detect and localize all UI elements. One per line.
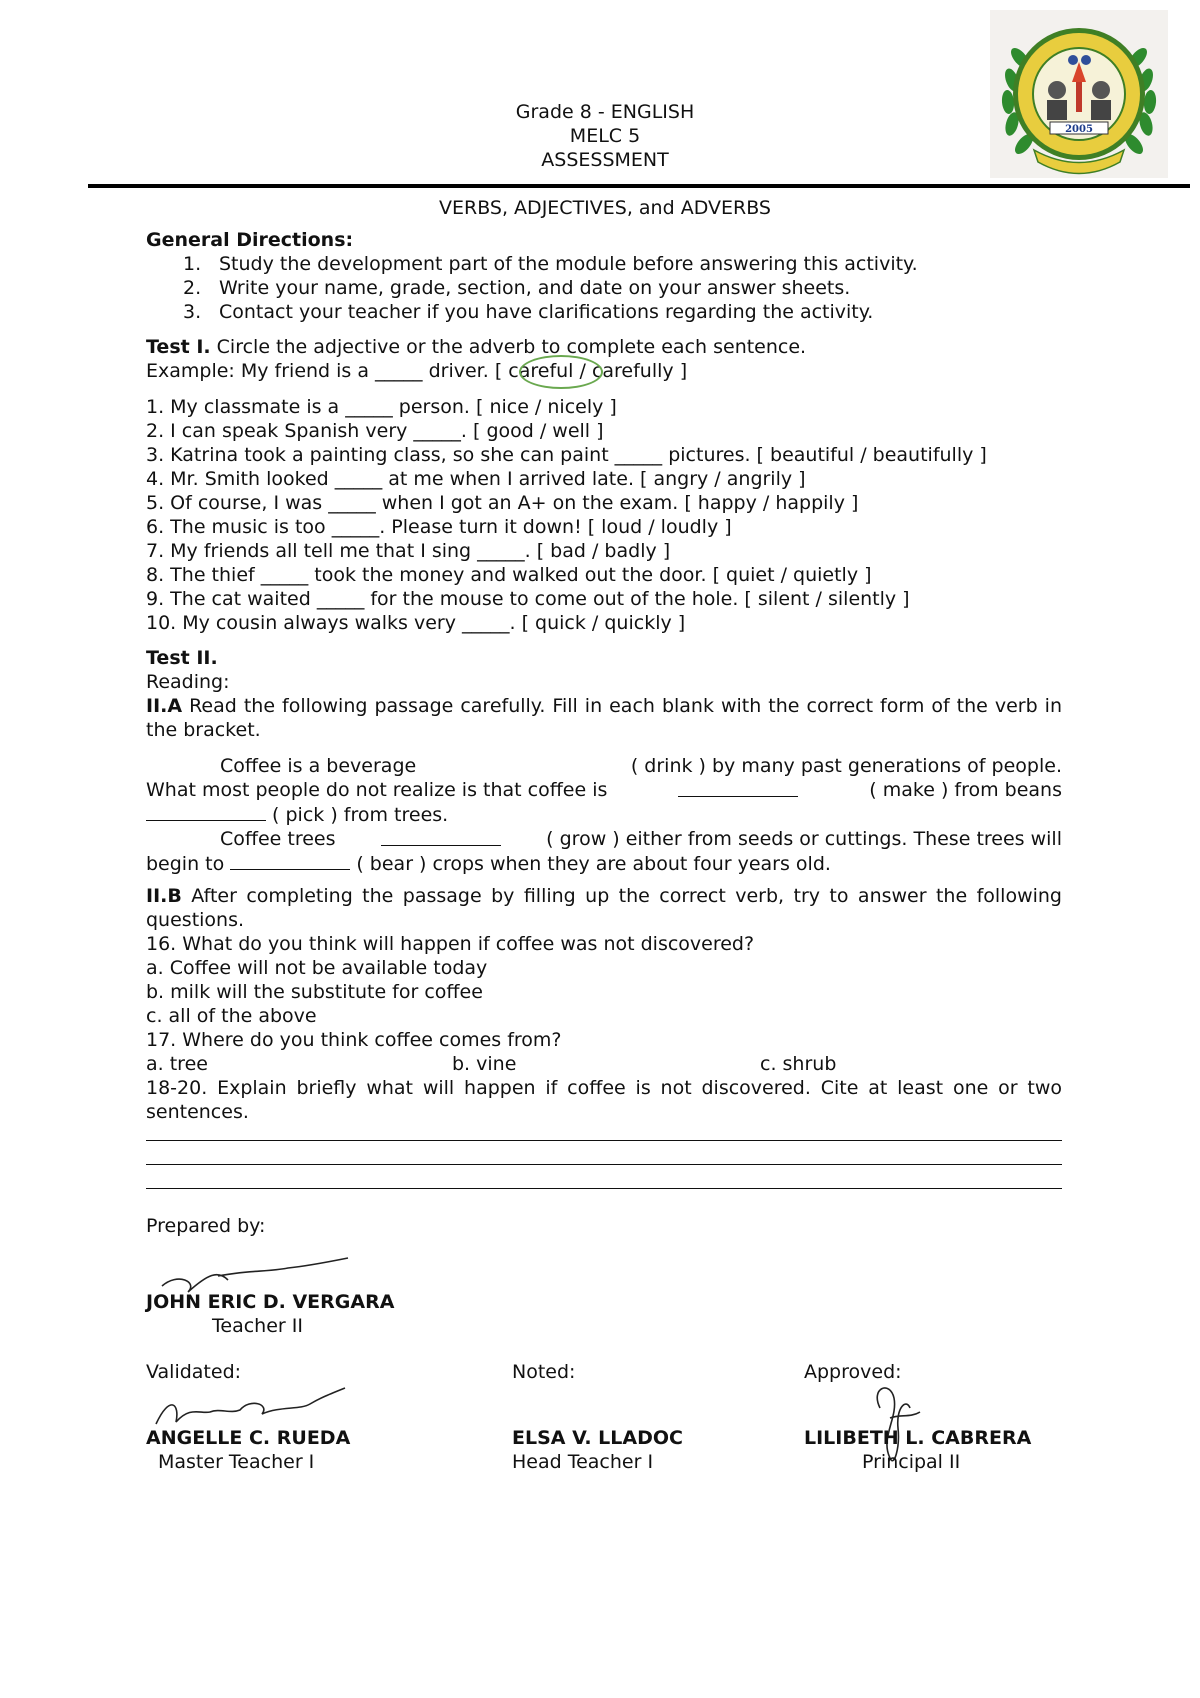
test2-b-instruction: II.B After completing the passage by filling up the correct verb, try to answer the following questions. (146, 885, 1062, 931)
q16-option: a. Coffee will not be available today (146, 957, 488, 979)
test1-item: 2. I can speak Spanish very _____. [ good / well ] (146, 420, 604, 442)
header-melc: MELC 5 (569, 125, 641, 147)
test2-label: Test II. (146, 647, 218, 669)
approved-title: Principal II (862, 1451, 961, 1473)
prepared-label: Prepared by: (146, 1215, 266, 1237)
question-16: 16. What do you think will happen if coffee was not discovered? (146, 933, 755, 955)
noted-title: Head Teacher I (512, 1451, 654, 1473)
noted-label: Noted: (512, 1361, 576, 1383)
answer-blank[interactable] (146, 802, 266, 821)
test1-item: 6. The music is too _____. Please turn it down! [ loud / loudly ] (146, 516, 732, 538)
question-18-20: 18-20. Explain briefly what will happen if coffee is not discovered. Cite at least one or two sentences. (146, 1077, 1062, 1123)
test1-item: 7. My friends all tell me that I sing _____. [ bad / badly ] (146, 540, 671, 562)
test1-item: 9. The cat waited _____ for the mouse to come out of the hole. [ silent / silently ] (146, 588, 910, 610)
q17-option: b. vine (452, 1053, 517, 1075)
prepared-name: JOHN ERIC D. VERGARA (146, 1291, 395, 1313)
answer-blank[interactable] (381, 827, 501, 846)
page-title: VERBS, ADJECTIVES, and ADVERBS (439, 197, 771, 219)
test1-item: 10. My cousin always walks very _____. [ quick / quickly ] (146, 612, 686, 634)
answer-line[interactable] (146, 1140, 1062, 1141)
answer-line[interactable] (146, 1164, 1062, 1165)
svg-text:2005: 2005 (1065, 124, 1093, 135)
test2-a-instruction: II.A Read the following passage carefully. Fill in each blank with the correct form of the verb in the bracket. (146, 695, 1062, 741)
answer-blank[interactable] (230, 851, 350, 870)
header-assessment: ASSESSMENT (541, 149, 669, 171)
test1-item: 5. Of course, I was _____ when I got an A+ on the exam. [ happy / happily ] (146, 492, 859, 514)
list-item: 2. Write your name, grade, section, and date on your answer sheets. (183, 277, 851, 299)
list-item: 3. Contact your teacher if you have clarifications regarding the activity. (183, 301, 874, 323)
test1-item: 1. My classmate is a _____ person. [ nice / nicely ] (146, 396, 617, 418)
directions-list (183, 252, 918, 324)
q17-option: c. shrub (760, 1053, 837, 1075)
answer-blank[interactable] (678, 778, 798, 797)
test2-reading: Reading: (146, 671, 230, 693)
noted-name: ELSA V. LLADOC (512, 1427, 683, 1449)
q16-option: c. all of the above (146, 1005, 317, 1027)
q16-option: b. milk will the substitute for coffee (146, 981, 483, 1003)
answer-line[interactable] (146, 1188, 1062, 1189)
approved-name: LILIBETH L. CABRERA (804, 1427, 1032, 1449)
q17-option: a. tree (146, 1053, 208, 1075)
approved-label: Approved: (804, 1361, 902, 1383)
reading-passage: Coffee is a beverage ( drink ) by many past generations of people. What most people do not realize is that coffee is ( make ) from beans ( pick ) from trees. Coffee trees ( grow ) either from seeds or cuttings. These trees will begin to ( bear ) crops when they are about four years old. (146, 755, 1062, 875)
example-answer-circle (519, 355, 603, 389)
header-divider (88, 184, 1190, 188)
test1-item: 4. Mr. Smith looked _____ at me when I arrived late. [ angry / angrily ] (146, 468, 806, 490)
validated-label: Validated: (146, 1361, 242, 1383)
test1-item: 3. Katrina took a painting class, so she can paint _____ pictures. [ beautiful / beautifully ] (146, 444, 987, 466)
test1-item: 8. The thief _____ took the money and walked out the door. [ quiet / quietly ] (146, 564, 872, 586)
validated-name: ANGELLE C. RUEDA (146, 1427, 351, 1449)
question-17: 17. Where do you think coffee comes from? (146, 1029, 562, 1051)
prepared-title: Teacher II (212, 1315, 303, 1337)
directions-heading: General Directions: (146, 229, 354, 251)
test1-example: Example: My friend is a _____ driver. [ careful / carefully ] (146, 360, 688, 382)
header-grade: Grade 8 - ENGLISH (515, 101, 695, 123)
validated-title: Master Teacher I (158, 1451, 315, 1473)
list-item: 1. Study the development part of the module before answering this activity. (183, 253, 918, 275)
test1-instruction: Test I. Circle the adjective or the adverb to complete each sentence. (146, 336, 807, 358)
